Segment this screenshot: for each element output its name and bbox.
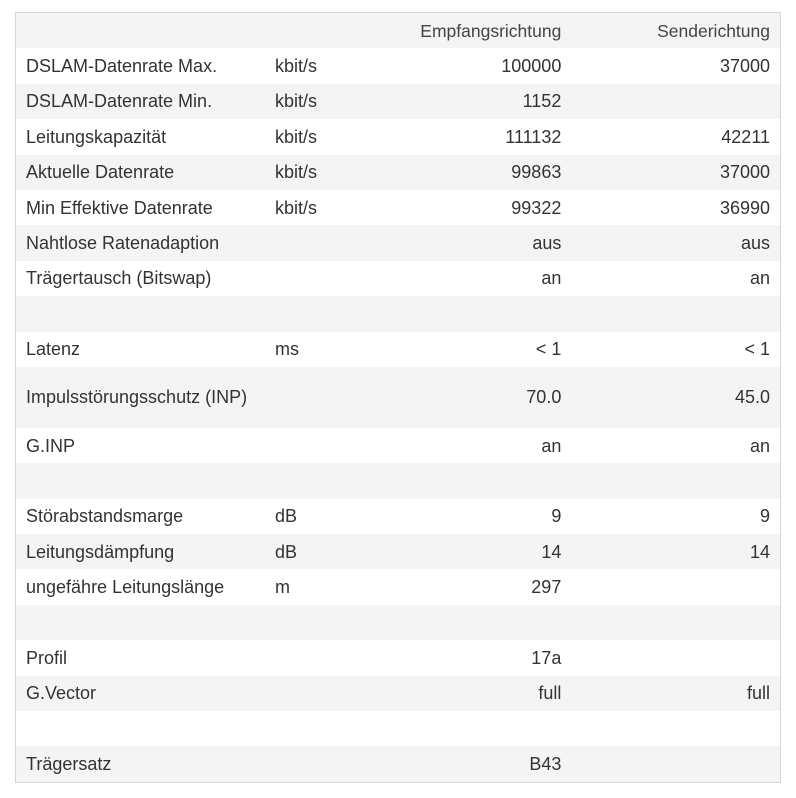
row-label: Min Effektive Datenrate [26,197,213,218]
row-unit [265,463,356,498]
row-upstream [571,711,780,746]
row-unit: dB [274,541,297,562]
row-upstream: aus [740,233,770,254]
row-downstream: 297 [531,577,562,598]
row-downstream: aus [532,233,562,254]
row-downstream: 1152 [522,91,562,112]
row-downstream [356,711,572,746]
row-unit [265,640,356,675]
table-row [16,534,780,569]
row-downstream: an [541,435,562,456]
row-downstream: an [541,268,562,289]
row-upstream: 37000 [719,162,770,183]
row-label: ungefähre Leitungslänge [26,577,225,598]
table-header-row [16,13,780,48]
row-upstream: 45.0 [734,387,770,408]
row-upstream [571,463,780,498]
row-unit [265,367,356,428]
row-label [16,463,265,498]
table-row [16,367,780,428]
row-upstream: full [746,683,770,704]
row-downstream: full [538,683,562,704]
row-upstream: 9 [759,506,770,527]
table-row [16,676,780,711]
row-unit: kbit/s [274,126,317,147]
table-row [16,569,780,604]
row-label: Latenz [26,339,81,360]
table-row [16,84,780,119]
row-downstream: 99863 [511,162,562,183]
row-downstream: 14 [541,541,562,562]
row-upstream [571,605,780,640]
row-downstream: B43 [529,754,562,775]
row-downstream: 111132 [505,126,562,147]
table-spacer-row [16,711,780,746]
table-row [16,640,780,675]
row-upstream: 36990 [719,197,770,218]
row-unit [265,225,356,260]
table-row [16,332,780,367]
row-label: Nahtlose Ratenadaption [26,233,220,254]
row-downstream [356,463,572,498]
row-unit: m [274,577,290,598]
header-label [16,13,265,48]
row-label: Aktuelle Datenrate [26,162,175,183]
row-label [16,711,265,746]
row-label: Leitungsdämpfung [26,541,175,562]
table-row [16,119,780,154]
row-label: G.Vector [26,683,97,704]
header-upstream: Senderichtung [657,20,770,41]
row-downstream: 99322 [511,197,562,218]
row-unit [265,261,356,296]
row-unit [265,296,356,331]
row-downstream: 70.0 [526,387,562,408]
table-spacer-row [16,296,780,331]
dsl-info-table [16,13,780,782]
dsl-info-table-container [15,12,781,783]
row-label: G.INP [26,435,76,456]
row-label: Impulsstörungsschutz (INP) [26,387,248,408]
row-downstream [356,296,572,331]
row-upstream: an [749,268,770,289]
row-unit: ms [274,339,299,360]
header-downstream: Empfangsrichtung [420,20,562,41]
row-unit: kbit/s [274,56,317,77]
table-spacer-row [16,605,780,640]
table-row [16,499,780,534]
table-row [16,428,780,463]
row-upstream: 14 [749,541,770,562]
table-row [16,746,780,781]
row-unit [265,605,356,640]
row-label: Störabstandsmarge [26,506,184,527]
row-upstream [571,640,780,675]
row-label [16,296,265,331]
row-label [16,605,265,640]
row-upstream: < 1 [744,339,770,360]
row-upstream [571,746,780,781]
row-unit [265,746,356,781]
row-unit [265,711,356,746]
row-upstream: an [749,435,770,456]
row-upstream: 37000 [719,56,770,77]
row-label: Trägertausch (Bitswap) [26,268,212,289]
row-downstream [356,605,572,640]
table-spacer-row [16,463,780,498]
row-upstream [571,84,780,119]
row-unit: kbit/s [274,162,317,183]
row-downstream: 17a [531,647,562,668]
row-unit [265,428,356,463]
table-row [16,225,780,260]
row-label: DSLAM-Datenrate Max. [26,56,218,77]
row-downstream: 9 [551,506,562,527]
row-unit [265,676,356,711]
row-label: DSLAM-Datenrate Min. [26,91,213,112]
header-unit [265,13,356,48]
row-upstream [571,296,780,331]
table-row [16,261,780,296]
row-upstream [571,569,780,604]
table-row [16,190,780,225]
table-row [16,155,780,190]
row-label: Leitungskapazität [26,126,167,147]
table-row [16,48,780,83]
row-unit: kbit/s [274,197,317,218]
row-label: Trägersatz [26,754,112,775]
row-downstream: < 1 [535,339,562,360]
row-upstream: 42211 [721,126,770,147]
row-unit: kbit/s [274,91,317,112]
row-label: Profil [26,647,68,668]
row-unit: dB [274,506,297,527]
row-downstream: 100000 [501,56,562,77]
